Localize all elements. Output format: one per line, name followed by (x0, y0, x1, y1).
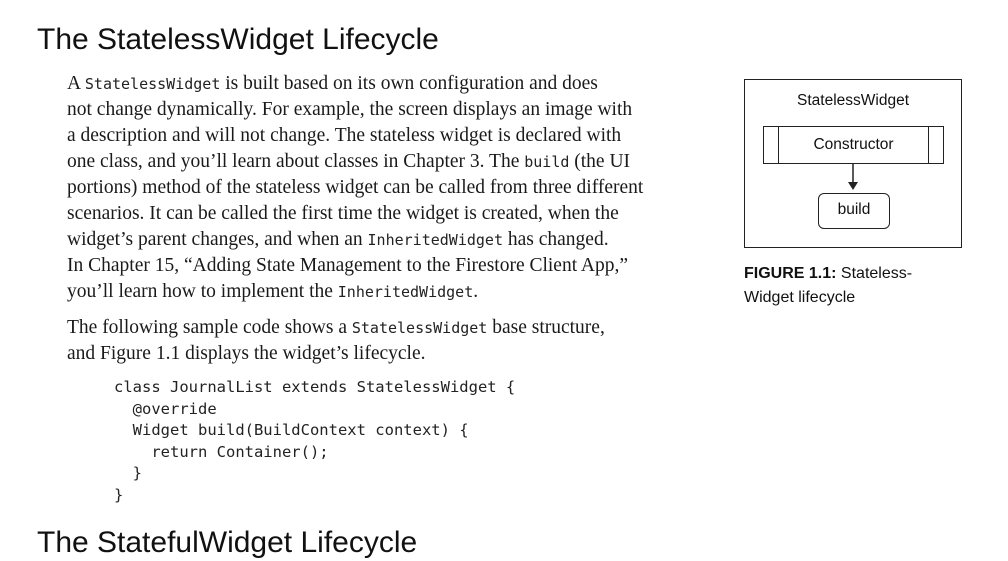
inline-code: InheritedWidget (367, 231, 503, 249)
figure-title: StatelessWidget (797, 92, 909, 109)
constructor-box (763, 126, 944, 164)
text-line (67, 149, 727, 175)
text-line (67, 71, 727, 97)
text-run: The following sample code shows a (67, 317, 352, 338)
code-line: @override (114, 399, 217, 418)
text-run: one class, and you’ll learn about classes in Chapter 3. The (67, 151, 525, 172)
inline-code: StatelessWidget (351, 319, 488, 337)
text-line: a description and will not change. The stateless widget is declared with (67, 125, 622, 146)
text-run: you’ll learn how to implement the (67, 281, 338, 302)
text-line (67, 279, 727, 305)
text-line: not change dynamically. For example, the screen displays an image with (67, 99, 633, 120)
text-line (67, 227, 727, 253)
text-run: . (473, 281, 479, 302)
lifecycle-figure (744, 79, 962, 248)
code-line: Widget build(BuildContext context) { (114, 421, 469, 439)
text-line: and Figure 1.1 displays the widget’s lifecycle. (67, 343, 426, 364)
build-box: build (818, 193, 890, 229)
next-section-heading: The StatefulWidget Lifecycle (37, 526, 418, 559)
code-listing (114, 377, 515, 506)
caption-label: FIGURE 1.1: (744, 265, 837, 282)
text-line (67, 315, 727, 341)
text-line: scenarios. It can be called the first time the widget is created, when the (67, 203, 619, 224)
caption-line: Widget lifecycle (744, 289, 856, 306)
section-heading: The StatelessWidget Lifecycle (37, 23, 439, 56)
intro-paragraph (67, 71, 727, 305)
text-run: base structure, (487, 317, 605, 338)
caption-text: Stateless- (840, 265, 913, 282)
inline-code: build (524, 153, 570, 171)
text-run: has changed. (503, 229, 609, 250)
text-run: is built based on its own configuration and does (220, 73, 598, 94)
code-line: return Container(); (114, 442, 329, 461)
caption-line (744, 262, 974, 286)
figure-caption (744, 262, 974, 310)
sample-code-paragraph (67, 315, 727, 367)
text-line: portions) method of the stateless widget can be called from three different (67, 177, 644, 198)
code-line: } (114, 464, 142, 482)
inline-code: StatelessWidget (84, 75, 221, 93)
constructor-label: Constructor (813, 136, 894, 153)
down-arrow-icon (847, 164, 859, 192)
code-line: } (114, 485, 124, 504)
text-run: A (67, 73, 85, 94)
text-line: In Chapter 15, “Adding State Management to the Firestore Client App,” (67, 255, 629, 276)
text-run: widget’s parent changes, and when an (67, 229, 368, 250)
inline-code: InheritedWidget (337, 283, 474, 301)
code-line: class JournalList extends StatelessWidget { (114, 378, 516, 396)
text-run: (the UI (569, 151, 631, 172)
